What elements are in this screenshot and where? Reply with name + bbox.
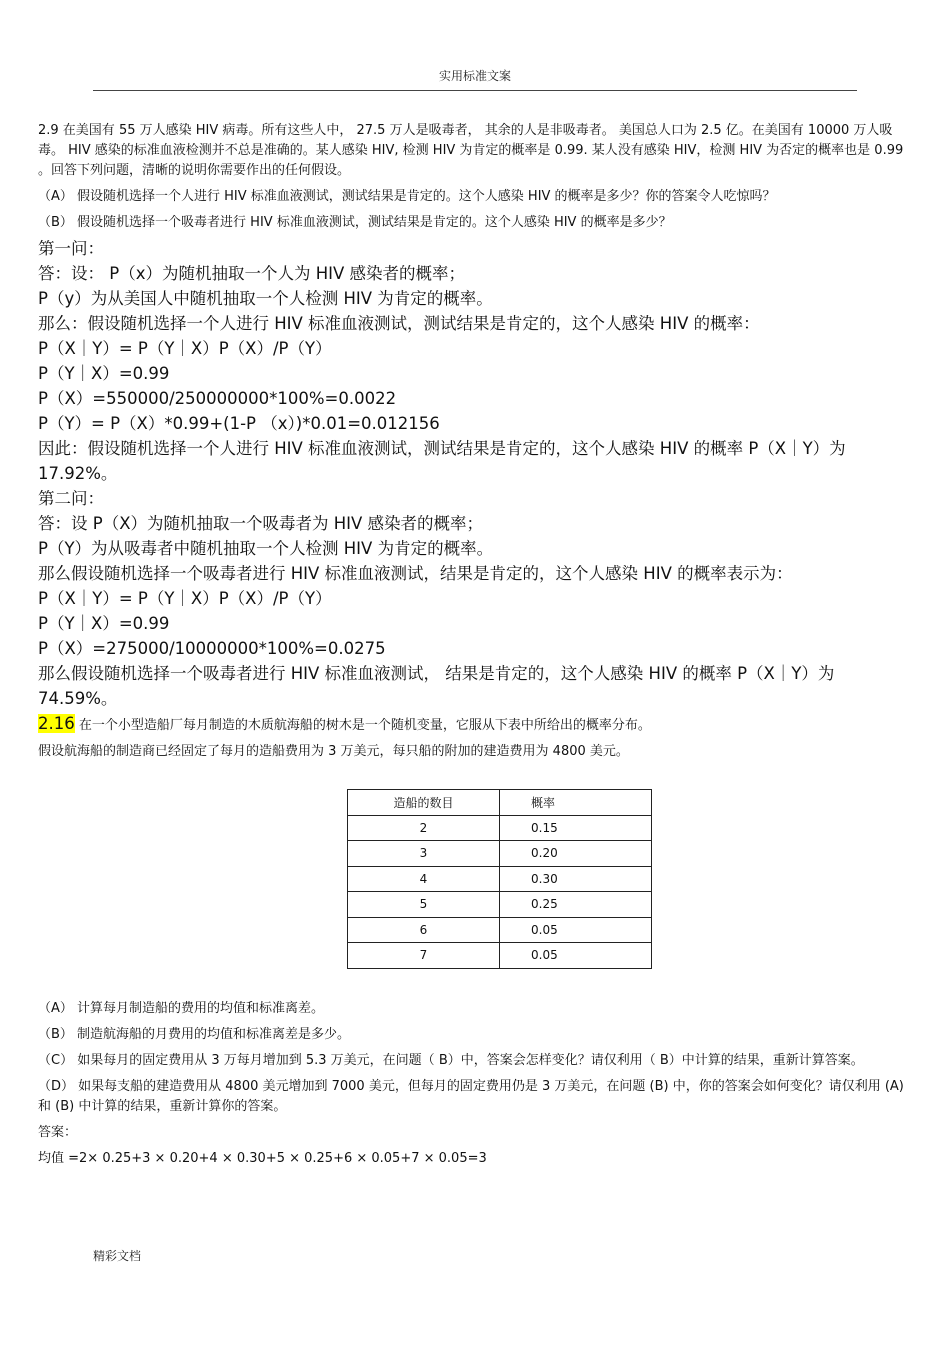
- answer2-formula: P（X｜Y）= P（Y｜X）P（X）/P（Y）: [38, 589, 332, 608]
- table-cell: 0.05: [500, 917, 652, 943]
- answer1-formula: P（Y｜X）=0.99: [38, 364, 170, 383]
- table-header-cell: 造船的数目: [348, 790, 500, 816]
- header-rule: [93, 90, 857, 91]
- answer2-formula: P（Y｜X）=0.99: [38, 614, 170, 633]
- table-row: [348, 866, 652, 892]
- problem-2-16-text: 在一个小型造船厂每月制造的木质航海船的树木是一个随机变量，它服从下表中所给出的概率分布。: [74, 718, 651, 733]
- question-d: （D） 如果每支船的建造费用从 4800 美元增加到 7000 美元，但每月的固定费用仍是 3 万美元，在问题 (B) 中，你的答案会如何变化？请仅利用 (A) 和 (B) 中计算的结果，重新计算你的答案。: [38, 1079, 904, 1114]
- answer2-conclusion: 那么假设随机选择一个吸毒者进行 HIV 标准血液测试， 结果是肯定的，这个人感染 HIV 的概率 P（X｜Y）为 74.59%。: [38, 664, 835, 708]
- answer1-formula: P（X｜Y）= P（Y｜X）P（X）/P（Y）: [38, 339, 332, 358]
- question-a: （A） 计算每月制造船的费用的均值和标准离差。: [38, 1001, 325, 1016]
- problem-2-16-questions: [38, 996, 910, 1172]
- answer1-conclusion: 因此：假设随机选择一个人进行 HIV 标准血液测试，测试结果是肯定的，这个人感染 HIV 的概率 P（X｜Y）为 17.92%。: [38, 439, 846, 483]
- table-header-row: [348, 790, 652, 816]
- table-row: [348, 943, 652, 969]
- table-cell: 0.30: [500, 866, 652, 892]
- table-row: [348, 917, 652, 943]
- mean-formula: 均值 =2× 0.25+3 × 0.20+4 × 0.30+5 × 0.25+6 × 0.05+7 × 0.05=3: [38, 1151, 487, 1166]
- question-c: （C） 如果每月的固定费用从 3 万每月增加到 5.3 万美元，在问题（ B）中，答案会怎样变化？请仅利用（ B）中计算的结果，重新计算答案。: [38, 1053, 864, 1068]
- problem-number-highlight: 2.16: [38, 714, 75, 733]
- answer2-heading: 第二问：: [38, 489, 104, 508]
- table-row: [348, 892, 652, 918]
- table-cell: 7: [348, 943, 500, 969]
- problem-2-9-intro: 2.9 在美国有 55 万人感染 HIV 病毒。所有这些人中， 27.5 万人是吸毒者， 其余的人是非吸毒者。 美国总人口为 2.5 亿。在美国有 10000 万人吸毒。 HIV 感染的标准血液检测并不总是准确的。某人感染 HIV, 检测 HIV 为肯定的概率是 0.99. 某人没有感染 HIV，检测 HIV 为否定的概率也是 0.99 。回答下列问题，清晰的说明你需要作出的任何假设。: [38, 123, 904, 178]
- answer1-line: 那么：假设随机选择一个人进行 HIV 标准血液测试，测试结果是肯定的，这个人感染 HIV 的概率：: [38, 314, 760, 333]
- answer-label: 答案：: [38, 1125, 78, 1140]
- answer1-line: P（y）为从美国人中随机抽取一个人检测 HIV 为肯定的概率。: [38, 289, 493, 308]
- table-cell: 0.25: [500, 892, 652, 918]
- answer2-line: 那么假设随机选择一个吸毒者进行 HIV 标准血液测试，结果是肯定的，这个人感染 HIV 的概率表示为：: [38, 564, 793, 583]
- problem-2-9-question-a: （A） 假设随机选择一个人进行 HIV 标准血液测试，测试结果是肯定的。这个人感染 HIV 的概率是多少？你的答案令人吃惊吗？: [38, 189, 776, 204]
- table-cell: 0.05: [500, 943, 652, 969]
- problem-2-16-assumption: 假设航海船的制造商已经固定了每月的造船费用为 3 万美元，每只船的附加的建造费用为 4800 美元。: [38, 744, 629, 759]
- problem-2-16-statement: [38, 711, 910, 739]
- table-cell: 6: [348, 917, 500, 943]
- answer1-formula: P（Y）= P（X）*0.99+(1-P （x）)*0.01=0.012156: [38, 414, 440, 433]
- table-row: [348, 841, 652, 867]
- page-footer: 精彩文档: [93, 1249, 142, 1263]
- probability-table: [347, 789, 652, 969]
- table-cell: 4: [348, 866, 500, 892]
- table-row: [348, 815, 652, 841]
- answer2-formula: P（X）=275000/10000000*100%=0.0275: [38, 639, 386, 658]
- answer2-line: 答：设 P（X）为随机抽取一个吸毒者为 HIV 感染者的概率；: [38, 514, 484, 533]
- answer2-line: P（Y）为从吸毒者中随机抽取一个人检测 HIV 为肯定的概率。: [38, 539, 494, 558]
- table-cell: 0.15: [500, 815, 652, 841]
- table-cell: 0.20: [500, 841, 652, 867]
- question-b: （B） 制造航海船的月费用的均值和标准离差是多少。: [38, 1027, 351, 1042]
- answer1-line: 答：设： P（x）为随机抽取一个人为 HIV 感染者的概率；: [38, 264, 466, 283]
- table-header-cell: 概率: [500, 790, 652, 816]
- page-header: 实用标准文案: [438, 69, 511, 83]
- table-cell: 5: [348, 892, 500, 918]
- answer1-formula: P（X）=550000/250000000*100%=0.0022: [38, 389, 397, 408]
- answer1-heading: 第一问：: [38, 239, 104, 258]
- problem-2-9-question-b: （B） 假设随机选择一个吸毒者进行 HIV 标准血液测试，测试结果是肯定的。这个人感染 HIV 的概率是多少？: [38, 215, 672, 230]
- table-cell: 3: [348, 841, 500, 867]
- table-cell: 2: [348, 815, 500, 841]
- main-content: [38, 118, 910, 765]
